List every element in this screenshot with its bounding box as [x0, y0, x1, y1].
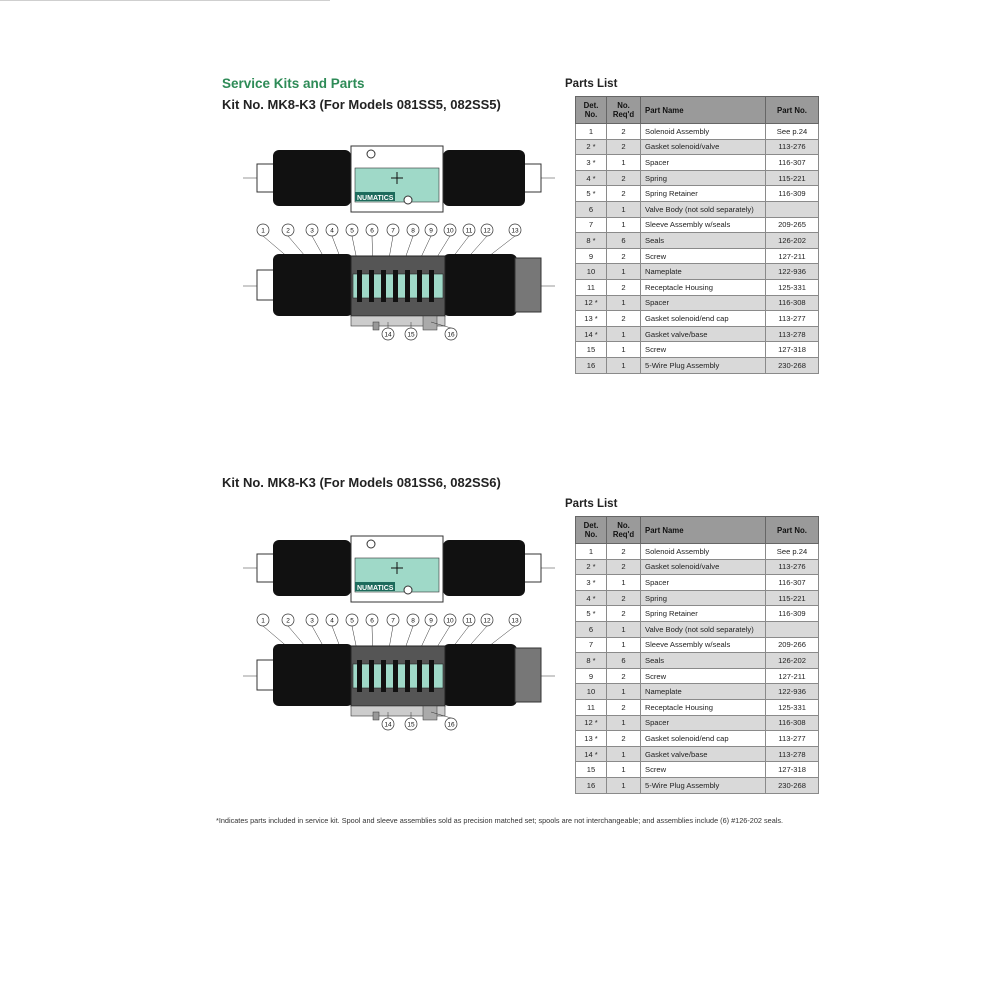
- det-cell: 1: [576, 124, 607, 140]
- req-cell: 1: [607, 621, 641, 637]
- table-row: [576, 590, 819, 606]
- solenoid-left: [273, 150, 351, 206]
- part-name-cell: Spring: [641, 170, 766, 186]
- req-cell: 1: [607, 155, 641, 171]
- det-cell: 11: [576, 699, 607, 715]
- req-cell: 2: [607, 559, 641, 575]
- det-cell: 16: [576, 357, 607, 373]
- part-no-cell: 126-202: [766, 233, 819, 249]
- col-header-part: Part No.: [766, 517, 819, 544]
- part-no-cell: 116-307: [766, 155, 819, 171]
- part-no-cell: 116-309: [766, 186, 819, 202]
- table-row: [576, 233, 819, 249]
- part-name-cell: Spacer: [641, 575, 766, 591]
- part-name-cell: Sleeve Assembly w/seals: [641, 217, 766, 233]
- table-row: [576, 264, 819, 280]
- sleeve-seal: [405, 270, 410, 302]
- table-row: [576, 357, 819, 373]
- part-name-cell: Valve Body (not sold separately): [641, 621, 766, 637]
- table-row: [576, 699, 819, 715]
- req-cell: 1: [607, 777, 641, 793]
- req-cell: 1: [607, 684, 641, 700]
- col-header-name: Part Name: [641, 97, 766, 124]
- table-row: [576, 668, 819, 684]
- part-name-cell: Gasket solenoid/valve: [641, 559, 766, 575]
- sleeve-seal: [429, 270, 434, 302]
- det-cell: 8 *: [576, 233, 607, 249]
- col-header-det: Det. No.: [576, 97, 607, 124]
- part-no-cell: 113-277: [766, 731, 819, 747]
- callout-label: 1: [261, 227, 265, 235]
- nameplate-logo: NUMATICS: [357, 195, 394, 202]
- part-no-cell: 113-276: [766, 139, 819, 155]
- screw-bottom: [404, 586, 412, 594]
- req-cell: 1: [607, 264, 641, 280]
- table-row: [576, 201, 819, 217]
- part-name-cell: 5-Wire Plug Assembly: [641, 777, 766, 793]
- det-cell: 14 *: [576, 326, 607, 342]
- kit-title-2: Kit No. MK8-K3 (For Models 081SS6, 082SS6): [222, 475, 501, 490]
- det-cell: 4 *: [576, 590, 607, 606]
- part-no-cell: 122-936: [766, 264, 819, 280]
- callout-label: 8: [411, 227, 415, 235]
- callout-label: 13: [511, 617, 519, 625]
- part-name-cell: Seals: [641, 233, 766, 249]
- req-cell: 1: [607, 295, 641, 311]
- callout-label: 2: [286, 617, 290, 625]
- table-row: [576, 155, 819, 171]
- part-name-cell: Spring Retainer: [641, 186, 766, 202]
- end-cap-right: [523, 164, 541, 192]
- port-pin: [373, 712, 379, 720]
- part-name-cell: Spacer: [641, 295, 766, 311]
- det-cell: 10: [576, 264, 607, 280]
- req-cell: 1: [607, 715, 641, 731]
- part-no-cell: 113-276: [766, 559, 819, 575]
- callout-label: 10: [446, 617, 454, 625]
- det-cell: 9: [576, 668, 607, 684]
- end-cap-left-2: [257, 270, 275, 300]
- callout-label: 6: [370, 227, 374, 235]
- part-name-cell: 5-Wire Plug Assembly: [641, 357, 766, 373]
- table-row: [576, 326, 819, 342]
- req-cell: 1: [607, 762, 641, 778]
- det-cell: 14 *: [576, 746, 607, 762]
- req-cell: 2: [607, 139, 641, 155]
- callout-label: 11: [465, 617, 473, 625]
- table-row: [576, 637, 819, 653]
- table-row: [576, 124, 819, 140]
- callout-label: 7: [391, 617, 395, 625]
- parts-table-2: [575, 516, 818, 794]
- valve-diagram-1: [243, 138, 555, 344]
- part-no-cell: 116-308: [766, 715, 819, 731]
- table-row: [576, 311, 819, 327]
- part-name-cell: Spacer: [641, 715, 766, 731]
- req-cell: 1: [607, 746, 641, 762]
- det-cell: 6: [576, 621, 607, 637]
- part-no-cell: 127-318: [766, 342, 819, 358]
- req-cell: 1: [607, 342, 641, 358]
- part-no-cell: 116-308: [766, 295, 819, 311]
- part-no-cell: 127-211: [766, 248, 819, 264]
- part-name-cell: Seals: [641, 653, 766, 669]
- part-no-cell: 209-265: [766, 217, 819, 233]
- table-row: [576, 575, 819, 591]
- part-name-cell: Nameplate: [641, 264, 766, 280]
- req-cell: 2: [607, 606, 641, 622]
- top-rule: [0, 0, 330, 1]
- table-row: [576, 715, 819, 731]
- part-name-cell: Receptacle Housing: [641, 699, 766, 715]
- part-no-cell: See p.24: [766, 544, 819, 560]
- solenoid-right-2: [443, 644, 517, 706]
- solenoid-left-2: [273, 254, 353, 316]
- table-row: [576, 559, 819, 575]
- col-header-req: No. Req'd: [607, 517, 641, 544]
- end-cap-left: [257, 554, 275, 582]
- part-no-cell: 127-211: [766, 668, 819, 684]
- table-row: [576, 186, 819, 202]
- sleeve-seal: [381, 270, 386, 302]
- det-cell: 9: [576, 248, 607, 264]
- section-heading: Service Kits and Parts: [222, 76, 365, 91]
- callout-label: 2: [286, 227, 290, 235]
- part-no-cell: 116-307: [766, 575, 819, 591]
- det-cell: 1: [576, 544, 607, 560]
- callout-label: 5: [350, 227, 354, 235]
- col-header-name: Part Name: [641, 517, 766, 544]
- callout-label: 9: [429, 617, 433, 625]
- det-cell: 7: [576, 637, 607, 653]
- sleeve-seal: [357, 660, 362, 692]
- valve-diagram-2: [243, 528, 555, 734]
- part-name-cell: Spring: [641, 590, 766, 606]
- part-no-cell: 116-309: [766, 606, 819, 622]
- table-row: [576, 170, 819, 186]
- part-name-cell: Nameplate: [641, 684, 766, 700]
- table-row: [576, 684, 819, 700]
- table-row: [576, 279, 819, 295]
- det-cell: 2 *: [576, 139, 607, 155]
- part-name-cell: Solenoid Assembly: [641, 124, 766, 140]
- part-no-cell: 230-268: [766, 357, 819, 373]
- table-row: [576, 731, 819, 747]
- part-no-cell: 230-268: [766, 777, 819, 793]
- sleeve-seal: [405, 660, 410, 692]
- part-no-cell: 113-278: [766, 326, 819, 342]
- table-row: [576, 653, 819, 669]
- callout-label: 16: [447, 721, 455, 729]
- port-pin: [373, 322, 379, 330]
- sleeve-seal: [369, 660, 374, 692]
- col-header-det: Det. No.: [576, 517, 607, 544]
- det-cell: 16: [576, 777, 607, 793]
- det-cell: 13 *: [576, 311, 607, 327]
- req-cell: 1: [607, 201, 641, 217]
- callout-label: 14: [384, 331, 392, 339]
- callout-label: 4: [330, 227, 334, 235]
- screw-bottom: [404, 196, 412, 204]
- table-row: [576, 217, 819, 233]
- solenoid-left: [273, 540, 351, 596]
- det-cell: 15: [576, 342, 607, 358]
- solenoid-right: [443, 150, 525, 206]
- det-cell: 10: [576, 684, 607, 700]
- req-cell: 1: [607, 326, 641, 342]
- part-name-cell: Gasket solenoid/end cap: [641, 311, 766, 327]
- part-no-cell: 115-221: [766, 170, 819, 186]
- req-cell: 2: [607, 544, 641, 560]
- det-cell: 7: [576, 217, 607, 233]
- end-cap-right-2: [515, 258, 541, 312]
- part-name-cell: Screw: [641, 762, 766, 778]
- part-no-cell: 127-318: [766, 762, 819, 778]
- end-cap-left: [257, 164, 275, 192]
- callout-label: 6: [370, 617, 374, 625]
- det-cell: 5 *: [576, 606, 607, 622]
- nameplate-logo: NUMATICS: [357, 585, 394, 592]
- end-cap-right-2: [515, 648, 541, 702]
- callout-label: 1: [261, 617, 265, 625]
- sleeve-seal: [429, 660, 434, 692]
- table-row: [576, 621, 819, 637]
- part-no-cell: See p.24: [766, 124, 819, 140]
- req-cell: 2: [607, 248, 641, 264]
- table-row: [576, 295, 819, 311]
- det-cell: 8 *: [576, 653, 607, 669]
- screw-top: [367, 150, 375, 158]
- col-header-req: No. Req'd: [607, 97, 641, 124]
- callout-label: 8: [411, 617, 415, 625]
- part-no-cell: 125-331: [766, 279, 819, 295]
- screw-top: [367, 540, 375, 548]
- part-no-cell: [766, 201, 819, 217]
- part-name-cell: Spacer: [641, 155, 766, 171]
- end-cap-left-2: [257, 660, 275, 690]
- callout-label: 4: [330, 617, 334, 625]
- sleeve-seal: [393, 270, 398, 302]
- req-cell: 6: [607, 233, 641, 249]
- sleeve-seal: [369, 270, 374, 302]
- sleeve-seal: [417, 270, 422, 302]
- callout-label: 10: [446, 227, 454, 235]
- part-no-cell: 209-266: [766, 637, 819, 653]
- table-row: [576, 746, 819, 762]
- req-cell: 2: [607, 170, 641, 186]
- part-name-cell: Valve Body (not sold separately): [641, 201, 766, 217]
- part-name-cell: Screw: [641, 342, 766, 358]
- req-cell: 1: [607, 637, 641, 653]
- part-name-cell: Sleeve Assembly w/seals: [641, 637, 766, 653]
- callout-label: 14: [384, 721, 392, 729]
- callout-label: 3: [310, 227, 314, 235]
- part-name-cell: Screw: [641, 668, 766, 684]
- req-cell: 2: [607, 186, 641, 202]
- det-cell: 12 *: [576, 715, 607, 731]
- table-row: [576, 248, 819, 264]
- req-cell: 1: [607, 575, 641, 591]
- solenoid-right-2: [443, 254, 517, 316]
- det-cell: 3 *: [576, 155, 607, 171]
- kit-title-1: Kit No. MK8-K3 (For Models 081SS5, 082SS5): [222, 97, 501, 112]
- req-cell: 2: [607, 668, 641, 684]
- callout-label: 15: [407, 331, 415, 339]
- table-row: [576, 342, 819, 358]
- parts-list-heading-2: Parts List: [565, 498, 618, 510]
- req-cell: 2: [607, 731, 641, 747]
- solenoid-right: [443, 540, 525, 596]
- part-no-cell: 122-936: [766, 684, 819, 700]
- col-header-part: Part No.: [766, 97, 819, 124]
- req-cell: 2: [607, 590, 641, 606]
- det-cell: 12 *: [576, 295, 607, 311]
- part-no-cell: 126-202: [766, 653, 819, 669]
- det-cell: 15: [576, 762, 607, 778]
- callout-label: 11: [465, 227, 473, 235]
- sleeve-seal: [357, 270, 362, 302]
- callout-label: 12: [483, 227, 491, 235]
- table-row: [576, 139, 819, 155]
- callout-label: 9: [429, 227, 433, 235]
- footnote: *Indicates parts included in service kit. Spool and sleeve assemblies sold as precision matched set; spools are not interchangeable; and assemblies include (6) #126-202 seals.: [216, 816, 784, 825]
- req-cell: 2: [607, 279, 641, 295]
- table-row: [576, 544, 819, 560]
- part-no-cell: 113-278: [766, 746, 819, 762]
- part-name-cell: Gasket valve/base: [641, 746, 766, 762]
- part-no-cell: 113-277: [766, 311, 819, 327]
- part-name-cell: Screw: [641, 248, 766, 264]
- part-no-cell: [766, 621, 819, 637]
- req-cell: 6: [607, 653, 641, 669]
- end-cap-right: [523, 554, 541, 582]
- callout-label: 15: [407, 721, 415, 729]
- sleeve-seal: [381, 660, 386, 692]
- part-name-cell: Gasket solenoid/valve: [641, 139, 766, 155]
- callout-label: 13: [511, 227, 519, 235]
- callout-label: 7: [391, 227, 395, 235]
- req-cell: 2: [607, 699, 641, 715]
- part-name-cell: Gasket valve/base: [641, 326, 766, 342]
- table-row: [576, 606, 819, 622]
- table-row: [576, 762, 819, 778]
- parts-list-heading-1: Parts List: [565, 78, 618, 90]
- req-cell: 2: [607, 124, 641, 140]
- det-cell: 6: [576, 201, 607, 217]
- parts-table-1: [575, 96, 818, 374]
- part-no-cell: 125-331: [766, 699, 819, 715]
- det-cell: 2 *: [576, 559, 607, 575]
- det-cell: 4 *: [576, 170, 607, 186]
- sleeve-seal: [393, 660, 398, 692]
- part-no-cell: 115-221: [766, 590, 819, 606]
- req-cell: 2: [607, 311, 641, 327]
- sleeve-seal: [417, 660, 422, 692]
- part-name-cell: Spring Retainer: [641, 606, 766, 622]
- table-row: [576, 777, 819, 793]
- req-cell: 1: [607, 217, 641, 233]
- part-name-cell: Receptacle Housing: [641, 279, 766, 295]
- callout-label: 5: [350, 617, 354, 625]
- req-cell: 1: [607, 357, 641, 373]
- det-cell: 5 *: [576, 186, 607, 202]
- callout-label: 12: [483, 617, 491, 625]
- part-name-cell: Solenoid Assembly: [641, 544, 766, 560]
- callout-label: 3: [310, 617, 314, 625]
- solenoid-left-2: [273, 644, 353, 706]
- det-cell: 3 *: [576, 575, 607, 591]
- det-cell: 13 *: [576, 731, 607, 747]
- callout-label: 16: [447, 331, 455, 339]
- det-cell: 11: [576, 279, 607, 295]
- part-name-cell: Gasket solenoid/end cap: [641, 731, 766, 747]
